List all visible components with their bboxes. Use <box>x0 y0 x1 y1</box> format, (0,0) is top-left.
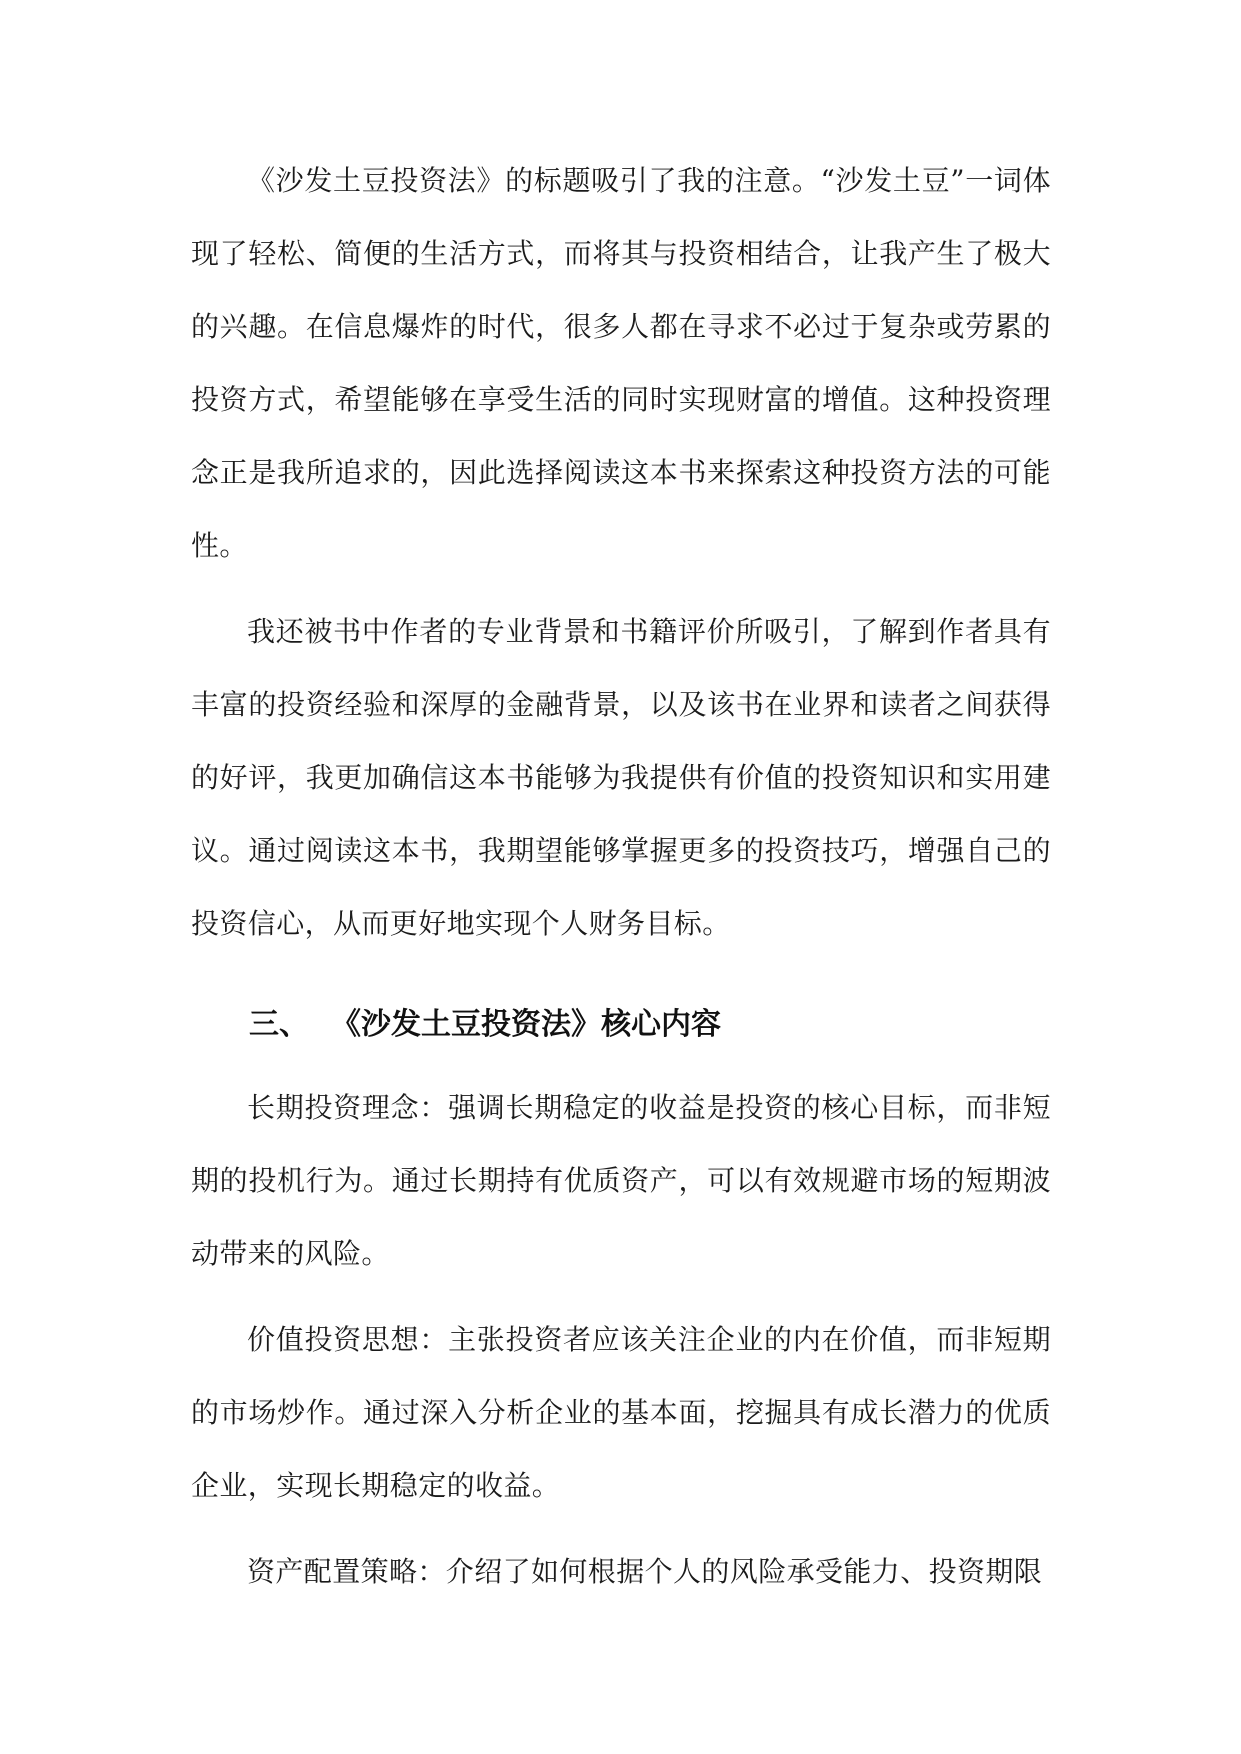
section-title: 《沙发土豆投资法》核心内容 <box>331 1007 721 1042</box>
paragraph-author-background: 我还被书中作者的专业背景和书籍评价所吸引，了解到作者具有丰富的投资经验和深厚的金融背景，以及该书在业界和读者之间获得的好评，我更加确信这本书能够为我提供有价值的投资知识和实用建议。通过阅读这本书，我期望能够掌握更多的投资技巧，增强自己的投资信心，从而更好地实现个人财务目标。 <box>191 615 1051 940</box>
paragraph-book-title-attraction: 《沙发土豆投资法》的标题吸引了我的注意。“沙发土豆”一词体现了轻松、简便的生活方式，而将其与投资相结合，让我产生了极大的兴趣。在信息爆炸的时代，很多人都在寻求不必过于复杂或劳累的投资方式，希望能够在享受生活的同时实现财富的增值。这种投资理念正是我所追求的，因此选择阅读这本书来探索这种投资方法的可能性。 <box>191 164 1051 562</box>
document-body <box>191 144 1051 1621</box>
paragraph-asset-allocation: 资产配置策略：介绍了如何根据个人的风险承受能力、投资期限 <box>247 1555 1043 1588</box>
paragraph-value-investing: 价值投资思想：主张投资者应该关注企业的内在价值，而非短期的市场炒作。通过深入分析企业的基本面，挖掘具有成长潜力的优质企业，实现长期稳定的收益。 <box>191 1323 1051 1502</box>
section-heading <box>191 988 1051 1061</box>
section-number: 三、 <box>249 1007 309 1042</box>
paragraph-long-term-investing: 长期投资理念：强调长期稳定的收益是投资的核心目标，而非短期的投机行为。通过长期持有优质资产，可以有效规避市场的短期波动带来的风险。 <box>191 1091 1051 1270</box>
